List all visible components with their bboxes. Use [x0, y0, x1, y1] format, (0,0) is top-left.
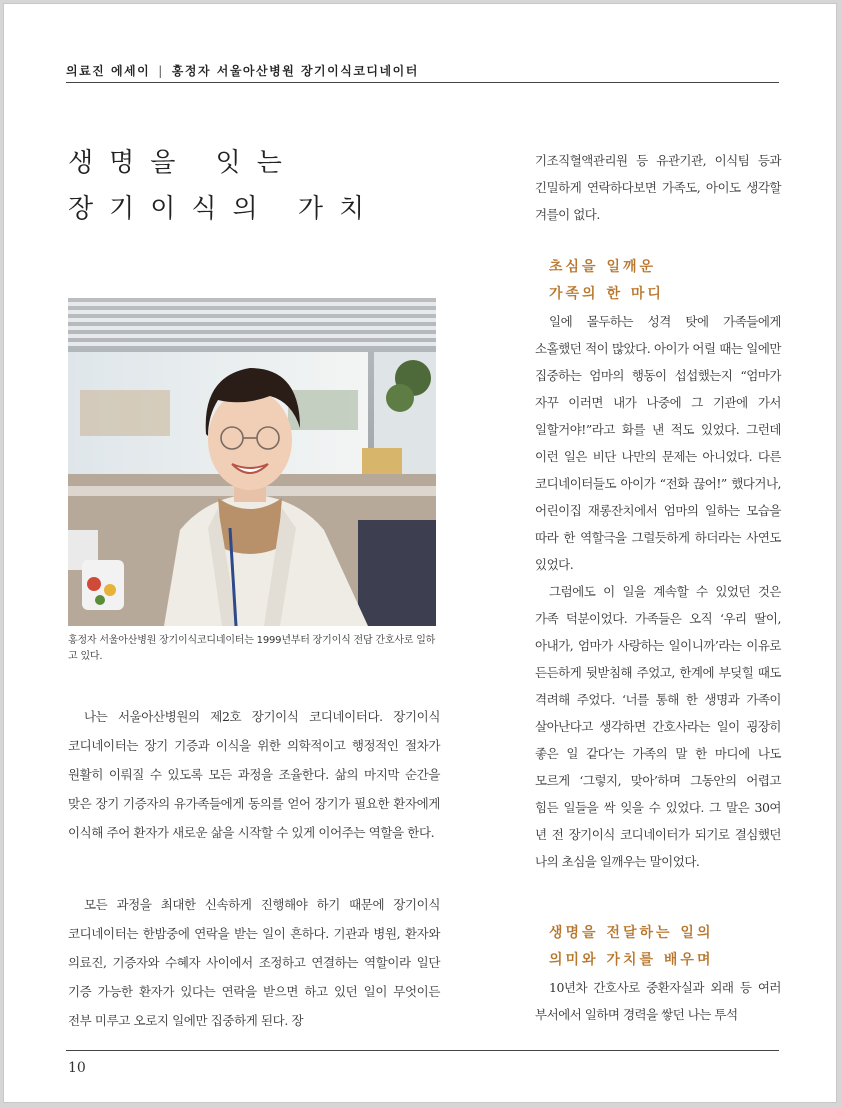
author-photo — [68, 298, 436, 626]
running-header — [66, 62, 779, 82]
page-number: 10 — [68, 1060, 86, 1076]
section-1-paragraph-1: 일에 몰두하는 성격 탓에 가족들에게 소홀했던 적이 많았다. 아이가 어릴 때는 일에만 집중하는 엄마의 행동이 섭섭했는지 “엄마가 자꾸 이러면 내가 나중에 그 기관에 가서 일할거야!”라고 화를 낸 적도 있었다. 그런데 이런 일은 비단 나만의 문제는 아니었다. 다른 코디네이터들도 아이가 “전화 끊어!” 했다거나, 어린이집 재롱잔치에서 엄마의 일하는 모습을 따라 한 역할극을 그럴듯하게 하더라는 사연도 있었다. — [535, 314, 781, 572]
header-section: 의료진 에세이 — [66, 64, 151, 78]
photo-caption: 홍정자 서울아산병원 장기이식코디네이터는 1999년부터 장기이식 전담 간호사로 일하고 있다. — [68, 635, 436, 662]
magazine-page — [3, 3, 837, 1103]
right-column-section-1 — [535, 254, 781, 875]
right-column-section-2 — [535, 920, 781, 1028]
section-1-paragraph-2: 그럼에도 이 일을 계속할 수 있었던 것은 가족 덕분이었다. 가족들은 오직 ‘우리 딸이, 아내가, 엄마가 사랑하는 일이니까’라는 이유로 든든하게 뒷받침해 주었고, 한계에 부딪힐 때도 격려해 주었다. ‘너를 통해 한 생명과 가족이 살아난다고 생각하면 간호사라는 일이 굉장히 좋은 일 같다’는 가족의 말 한 마디에 나도 모르게 ‘그렇지, 맞아’하며 그동안의 어렵고 힘든 일들을 싹 잊을 수 있었다. 그 말은 30여 년 전 장기이식 코디네이터가 되기로 결심했던 나의 초심을 일깨우는 말이었다. — [535, 584, 781, 869]
subhead-1-line-1: 초심을 일깨운 — [549, 259, 657, 275]
section-2-paragraph-1: 10년차 간호사로 중환자실과 외래 등 여러 부서에서 일하며 경력을 쌓던 나는 투석 — [535, 980, 781, 1022]
body-paragraph-1: 나는 서울아산병원의 제2호 장기이식 코디네이터다. 장기이식 코디네이터는 장기 기증과 이식을 위한 의학적이고 행정적인 절차가 원활히 이뤄질 수 있도록 모든 과정을 조율한다. 삶의 마지막 순간을 맞은 장기 기증자의 유가족들에게 동의를 얻어 장기가 필요한 환자에게 이식해 주어 환자가 새로운 삶을 시작할 수 있게 이어주는 역할을 한다. — [68, 709, 440, 840]
subhead-2-line-2: 의미와 가치를 배우며 — [549, 952, 714, 968]
subhead-family-words — [535, 254, 781, 308]
subhead-meaning-of-life — [535, 920, 781, 974]
header-author-line: 홍정자 서울아산병원 장기이식코디네이터 — [171, 64, 419, 78]
subhead-1-line-2: 가족의 한 마디 — [549, 286, 664, 302]
right-column-top — [535, 147, 781, 228]
subhead-2-line-1: 생명을 전달하는 일의 — [549, 925, 714, 941]
author-portrait-illustration — [68, 298, 436, 626]
continuation-paragraph: 기조직혈액관리원 등 유관기관, 이식팀 등과 긴밀하게 연락하다보면 가족도, 아이도 생각할 겨를이 없다. — [535, 153, 781, 222]
title-line-1: 생명을 잇는 — [68, 148, 298, 178]
body-paragraph-2: 모든 과정을 최대한 신속하게 진행해야 하기 때문에 장기이식 코디네이터는 한밤중에 연락을 받는 일이 흔하다. 기관과 병원, 환자와 의료진, 기증자와 수혜자 사이에서 조정하고 연결하는 역할이라 일단 기증 가능한 환자가 있다는 연락을 받으면 하고 있던 일이 무엇이든 전부 미루고 오로지 일에만 집중하게 된다. 장 — [68, 897, 440, 1028]
article-title — [68, 140, 488, 232]
header-separator: | — [158, 64, 164, 78]
title-line-2: 장기이식의 가치 — [68, 194, 381, 224]
footer-rule — [66, 1050, 779, 1051]
header-rule — [66, 82, 779, 83]
